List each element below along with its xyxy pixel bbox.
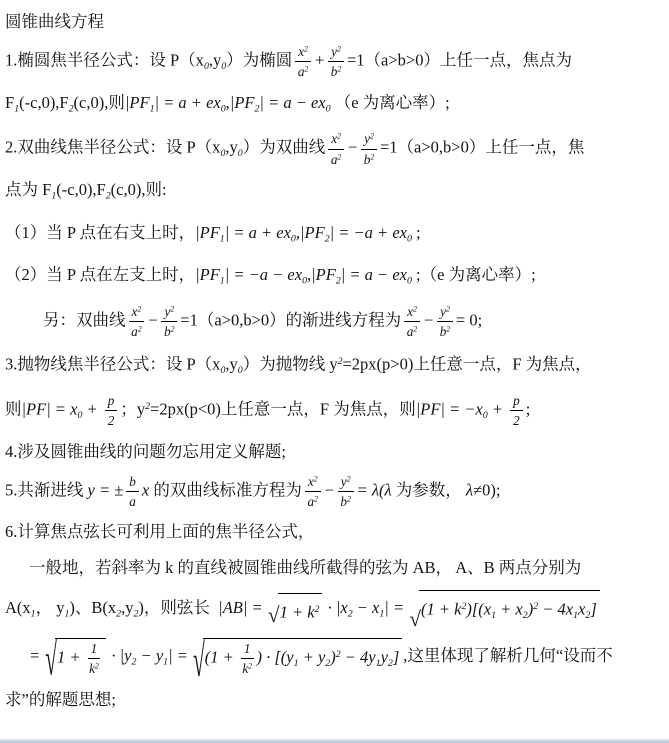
superscript: 2 <box>335 649 341 661</box>
math-run: x <box>131 303 138 319</box>
numerator <box>88 641 101 659</box>
subscript: 0 <box>237 148 243 160</box>
numerator <box>161 304 177 322</box>
superscript: 2 <box>346 474 351 484</box>
text-run: 2 <box>513 413 520 429</box>
subscript: 2 <box>325 657 331 669</box>
math-run: (1 + k <box>420 599 462 619</box>
numerator <box>305 474 321 492</box>
denominator <box>404 322 420 339</box>
text-run: ；y <box>120 399 146 419</box>
superscript: 2 <box>413 324 418 334</box>
text-run: ;（e 为离心率）; <box>411 265 536 285</box>
text-run: A(x <box>5 598 31 618</box>
numerator <box>404 304 420 322</box>
text-run: =1（a>0,b>0）的渐进线方程为 <box>180 310 402 330</box>
subscript: 0 <box>325 103 331 115</box>
subscript: 2 <box>347 608 353 620</box>
fraction <box>328 44 344 79</box>
math-run: b <box>340 493 347 509</box>
math-run: − <box>422 310 435 330</box>
numerator <box>295 44 311 62</box>
item1-line2 <box>5 89 663 122</box>
square-root <box>267 593 323 628</box>
math-run: |PF| = x <box>21 399 78 419</box>
radicand <box>203 638 402 677</box>
item6-para2 <box>5 590 663 629</box>
superscript: 2 <box>461 601 467 613</box>
denominator <box>361 150 377 167</box>
text-run: 3.抛物线焦半径公式：设 P（x <box>5 354 221 374</box>
square-root <box>409 590 600 629</box>
math-run: b <box>439 323 447 339</box>
text-run: ， y <box>35 598 65 618</box>
math-run: a <box>297 64 305 80</box>
math-run: a <box>129 493 136 509</box>
subscript: 1 <box>64 608 70 620</box>
math-run: x <box>331 131 338 147</box>
subscript: 1 <box>51 190 57 202</box>
math-run: · |x <box>323 598 348 618</box>
math-run: a <box>307 493 315 509</box>
text-run: (c,0),则 <box>73 92 125 112</box>
text-run: ,这里体现了解析几何“设而不 <box>403 646 613 666</box>
numerator <box>328 44 344 62</box>
fraction <box>361 131 377 166</box>
text-run: =2px(p>0)上任意一点，F 为焦点， <box>342 354 592 374</box>
superscript: 2 <box>446 324 451 334</box>
item2-line1 <box>5 131 663 167</box>
math-run: | = −a + ex <box>329 222 407 242</box>
superscript: 2 <box>304 64 309 74</box>
text-run: ,y <box>225 354 238 374</box>
subscript: 0 <box>406 233 412 245</box>
math-run: − <box>323 480 335 500</box>
math-run: k <box>242 661 249 677</box>
text-run: 2 <box>107 413 115 429</box>
text-run: 1 <box>243 641 251 656</box>
math-run: | = a + ex <box>224 222 291 242</box>
math-run: x <box>298 44 305 59</box>
superscript: 2 <box>145 400 151 412</box>
text-run: ,y <box>208 50 222 70</box>
math-run: 1 + <box>57 647 85 667</box>
math-run: ) <box>330 647 336 667</box>
math-run: |AB| = <box>218 598 267 618</box>
fraction <box>404 304 420 339</box>
math-run: |PF <box>124 92 150 112</box>
math-run: − 4x <box>538 599 574 619</box>
item2-note <box>5 304 663 339</box>
square-root <box>193 634 402 686</box>
math-run: = <box>29 646 45 666</box>
denominator <box>328 150 344 167</box>
numerator <box>241 641 254 659</box>
subscript: 1 <box>293 657 299 669</box>
math-run: − 4y <box>340 647 376 667</box>
fraction <box>295 44 311 79</box>
text-run: 另：双曲线 <box>43 310 126 330</box>
math-run: ) <box>527 599 534 619</box>
item5 <box>5 474 663 509</box>
math-run: a <box>330 151 338 167</box>
subscript: 0 <box>220 148 226 160</box>
superscript: 2 <box>370 152 375 162</box>
math-run: a <box>406 323 414 339</box>
superscript: 2 <box>337 132 341 142</box>
math-run: | = <box>384 598 409 618</box>
text-run: 1 <box>90 641 98 657</box>
text-run: ）为抛物线 y <box>242 354 338 374</box>
subscript: 1 <box>375 657 381 669</box>
math-run: 1 + k <box>279 602 315 622</box>
superscript: 2 <box>337 44 341 54</box>
text-run: ; <box>411 222 421 242</box>
subscript: 2 <box>335 275 341 287</box>
radicand <box>419 590 600 629</box>
subscript: 0 <box>221 60 227 72</box>
text-run: )，则弦长 <box>138 598 219 618</box>
subscript: 0 <box>406 275 412 287</box>
numerator <box>437 304 453 322</box>
item1-line1 <box>5 44 663 80</box>
text-run: 圆锥曲线方程 <box>5 12 104 31</box>
math-run: ] <box>392 647 400 667</box>
radical-icon: √ <box>45 633 58 686</box>
math-run: + <box>314 50 326 70</box>
subscript: 0 <box>77 409 83 421</box>
fraction <box>88 641 101 676</box>
numerator <box>328 131 344 149</box>
subscript: 1 <box>491 610 497 621</box>
text-run: ≠0); <box>473 480 501 500</box>
text-run: =2px(p<0)上任意一点，F 为焦点，则 <box>150 399 416 419</box>
superscript: 2 <box>304 44 308 54</box>
text-run: 则 <box>5 399 22 419</box>
math-run: = λ(λ <box>356 480 392 500</box>
text-run: (c,0),则: <box>110 180 167 200</box>
subscript: 0 <box>482 409 488 421</box>
subscript: 1 <box>573 610 579 621</box>
numerator <box>361 131 377 149</box>
math-run: λ <box>465 480 474 500</box>
text-run: 的双曲线标准方程为 <box>149 480 302 500</box>
superscript: 2 <box>337 64 342 74</box>
math-run: )[(x <box>466 599 492 619</box>
subscript: 2 <box>116 608 122 620</box>
subscript: 0 <box>220 364 226 376</box>
subscript: 1 <box>219 275 225 287</box>
superscript: 2 <box>413 304 417 314</box>
superscript: 2 <box>346 494 351 504</box>
text-run: 求”的解题思想; <box>5 689 116 709</box>
subscript: 0 <box>237 364 243 376</box>
fraction <box>437 304 453 339</box>
math-run: x <box>407 303 413 319</box>
subscript: 2 <box>324 233 330 245</box>
math-run: ,|PF <box>295 222 325 242</box>
text-run: 点为 F <box>5 180 52 200</box>
math-run: | = a − ex <box>340 265 407 285</box>
superscript: 2 <box>370 132 374 142</box>
text-run: ）为椭圆 <box>226 50 293 70</box>
denominator <box>126 492 139 509</box>
numerator <box>126 474 139 492</box>
window-bottom-edge <box>0 739 669 743</box>
math-run: y <box>164 303 171 319</box>
math-run: y <box>331 44 337 59</box>
math-run: ,|PF <box>307 265 336 285</box>
radical-icon: √ <box>267 603 280 628</box>
denominator <box>437 322 453 339</box>
subscript: 2 <box>387 657 393 669</box>
superscript: 2 <box>337 152 342 162</box>
math-run: b <box>363 151 371 167</box>
text-run: （1）当 P 点在右支上时， <box>5 222 196 242</box>
square-root <box>45 633 106 686</box>
math-run: + y <box>298 647 326 667</box>
item2-case1 <box>5 219 663 252</box>
fraction <box>129 304 145 339</box>
numerator <box>510 393 523 411</box>
math-run: + <box>82 399 102 419</box>
item4 <box>5 438 663 465</box>
math-run: k <box>89 661 95 677</box>
math-run: b <box>164 323 171 339</box>
item3-line1 <box>5 348 663 384</box>
fraction <box>338 474 354 509</box>
text-run: ; <box>525 399 531 419</box>
denominator <box>129 322 145 339</box>
fraction <box>161 304 177 339</box>
text-run: = 0; <box>455 310 483 330</box>
radicand <box>55 638 106 676</box>
math-run: x <box>141 480 150 500</box>
text-run: ,y <box>225 137 238 157</box>
text-run: （e 为离心率）; <box>330 92 450 112</box>
subscript: 2 <box>68 103 74 115</box>
math-run: + <box>487 399 508 419</box>
math-run: − <box>347 137 359 157</box>
math-run: | = a + ex <box>154 92 221 112</box>
item6-para3 <box>5 633 663 686</box>
item3-line2 <box>5 393 663 429</box>
math-run: |PF <box>195 222 220 242</box>
text-run: ）为双曲线 <box>242 137 326 157</box>
text-run: )、B(x <box>69 598 117 618</box>
subscript: 0 <box>203 60 209 72</box>
math-run: · |y <box>107 646 132 666</box>
denominator <box>241 659 254 676</box>
superscript: 2 <box>170 304 175 314</box>
superscript: 2 <box>337 355 343 367</box>
text-run: 1.椭圆焦半径公式：设 P（x <box>5 50 204 70</box>
math-run: | = <box>168 646 193 666</box>
math-run: (1 + <box>204 647 238 667</box>
numerator <box>105 393 118 411</box>
text-run: 一般地，若斜率为 k 的直线被圆锥曲线所截得的弦为 AB， A、B 两点分别为 <box>29 558 582 578</box>
superscript: 2 <box>445 304 450 314</box>
item6-para1 <box>5 554 663 581</box>
math-run: | = −a − ex <box>224 265 303 285</box>
fraction <box>241 641 254 676</box>
text-run: ,y <box>121 598 134 618</box>
math-run: x <box>307 473 314 489</box>
math-run: − x <box>352 598 380 618</box>
math-run: p <box>513 392 520 408</box>
text-run: 4.涉及圆锥曲线的问题勿忘用定义解题; <box>5 441 286 461</box>
numerator <box>338 474 354 492</box>
radical-icon: √ <box>193 634 205 686</box>
title <box>5 8 663 35</box>
text-run: =1（a>b>0）上任一点，焦点为 <box>346 50 572 70</box>
math-run: |PF| = −x <box>415 399 483 419</box>
subscript: 2 <box>133 608 139 620</box>
radical-icon: √ <box>409 606 421 631</box>
math-run: y <box>340 473 347 489</box>
text-run: 5.共渐进线 <box>5 480 88 500</box>
math-run: y <box>364 131 370 147</box>
denominator <box>510 411 523 428</box>
radicand <box>278 593 323 625</box>
text-run: 2.双曲线焦半径公式：设 P（x <box>5 137 221 157</box>
text-run: 6.计算焦点弦长可利用上面的焦半径公式， <box>5 522 315 542</box>
superscript: 2 <box>94 662 99 672</box>
denominator <box>305 492 321 509</box>
text-run: 为参数， <box>391 480 466 500</box>
fraction <box>105 393 118 428</box>
math-run: ] <box>590 599 597 619</box>
superscript: 2 <box>314 494 318 504</box>
math-run: + x <box>496 599 523 619</box>
superscript: 2 <box>137 324 142 334</box>
subscript: 1 <box>30 608 36 620</box>
subscript: 1 <box>219 233 225 245</box>
subscript: 1 <box>149 103 155 115</box>
math-run: |PF <box>195 265 220 285</box>
denominator <box>88 659 101 676</box>
math-run: − <box>147 310 159 330</box>
denominator <box>328 62 344 79</box>
subscript: 2 <box>105 190 111 202</box>
superscript: 2 <box>170 324 175 334</box>
subscript: 0 <box>220 103 226 115</box>
superscript: 2 <box>137 304 142 314</box>
subscript: 1 <box>379 608 385 620</box>
text-run: (-c,0),F <box>56 180 106 200</box>
math-run: a <box>131 323 138 339</box>
math-run: b <box>129 473 136 489</box>
math-run: y <box>440 303 446 319</box>
denominator <box>295 62 311 79</box>
subscript: 2 <box>254 103 260 115</box>
item2-case2 <box>5 261 663 294</box>
subscript: 0 <box>290 233 296 245</box>
item6 <box>5 518 663 545</box>
superscript: 2 <box>533 601 539 613</box>
numerator <box>129 304 145 322</box>
denominator <box>338 492 354 509</box>
text-run: (-c,0),F <box>19 92 69 112</box>
fraction <box>305 474 321 509</box>
math-run: y = ± <box>87 480 124 500</box>
math-run: ) · [(y <box>256 647 294 667</box>
math-run: − y <box>136 646 164 666</box>
text-run: =1（a>0,b>0）上任一点，焦 <box>379 137 585 157</box>
math-run: p <box>107 392 115 408</box>
superscript: 2 <box>314 604 320 616</box>
subscript: 0 <box>302 275 307 287</box>
fraction <box>328 131 344 166</box>
denominator <box>105 411 118 428</box>
math-run: x <box>578 599 586 619</box>
denominator <box>161 322 177 339</box>
text-run: F <box>5 92 15 112</box>
text-run: （2）当 P 点在左支上时， <box>5 265 196 285</box>
subscript: 2 <box>522 610 528 621</box>
subscript: 1 <box>14 103 20 115</box>
superscript: 2 <box>313 474 318 484</box>
subscript: 2 <box>131 656 137 668</box>
subscript: 1 <box>163 656 169 668</box>
math-run: | = a − ex <box>259 92 326 112</box>
subscript: 2 <box>585 610 591 621</box>
math-run: ,|PF <box>225 92 255 112</box>
math-run: b <box>330 64 338 80</box>
math-run: y <box>380 647 388 667</box>
superscript: 2 <box>248 661 253 671</box>
item6-para4 <box>5 686 663 713</box>
fraction <box>510 393 523 428</box>
fraction <box>126 474 139 509</box>
item2-line2 <box>5 176 663 209</box>
